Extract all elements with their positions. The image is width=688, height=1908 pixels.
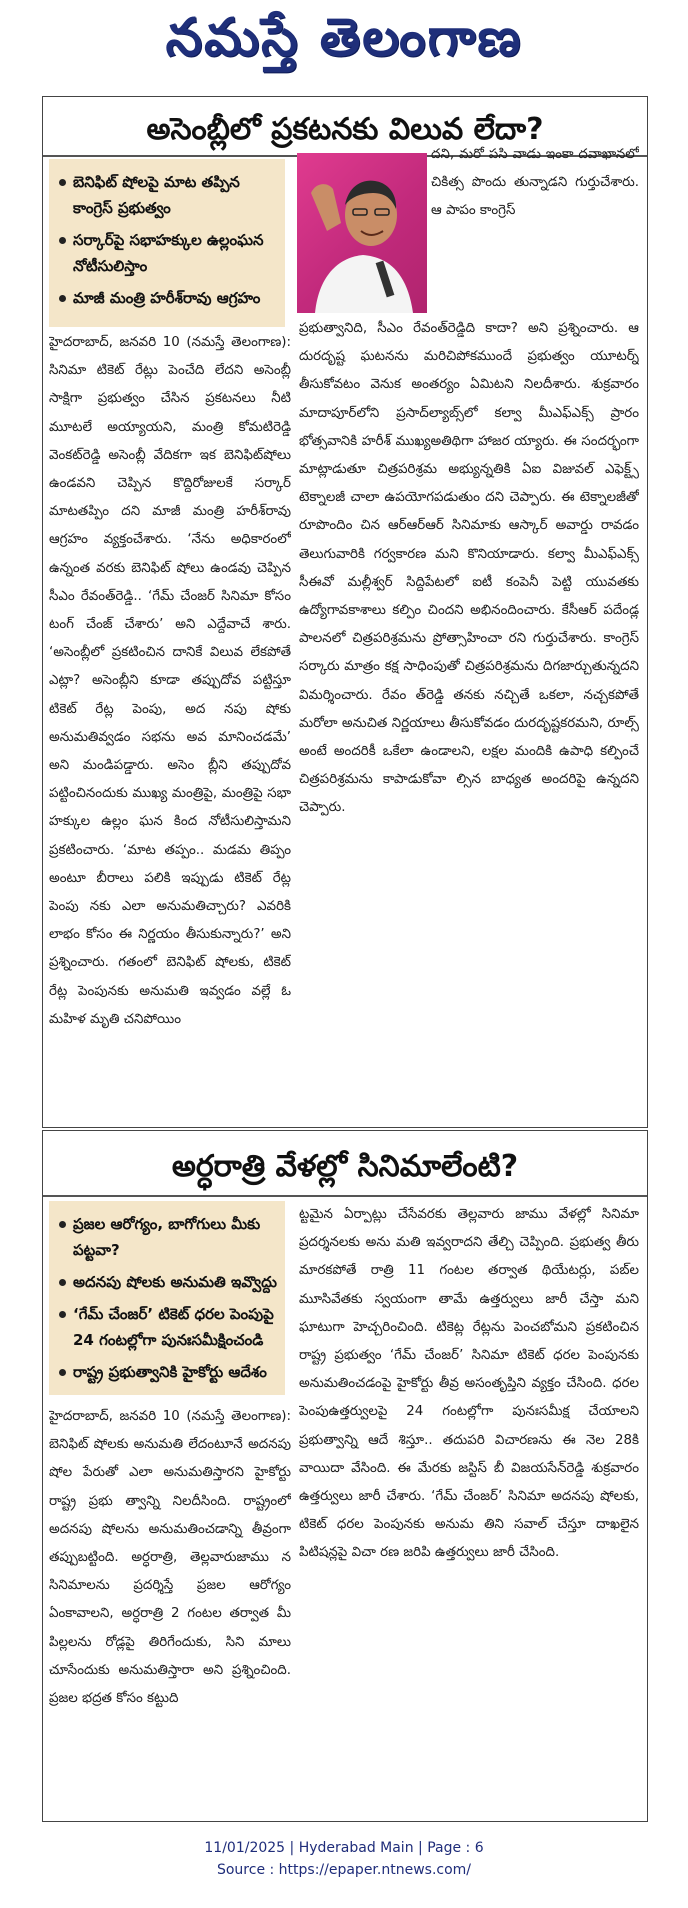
article-headline: అసెంబ్లీలో ప్రకటనకు విలువ లేదా?: [146, 112, 544, 147]
text-beside-photo: దని, మరో పసి వాడు ఇంకా దవాఖానలో చికిత్స పొందు తున్నాడని గుర్తుచేశారు. ఆ పాపం కాంగ్రెస్: [431, 147, 639, 219]
bullet-icon: [59, 179, 66, 186]
right-text-column: ట్టమైన ఏర్పాట్లు చేసేవరకు తెల్లవారు జాము వేళల్లో సినిమా ప్రదర్శనలకు అను మతి ఇవ్వరాదని తేల్చి చెప్పింది. ప్రభుత్వ తీరు మారకపోతే రాత్రి 11 గంటల తర్వాత థియేటర్లు, పబ్‌ల మూసివేతకు స్వయంగా తామే ఉత్తర్వులు జారీ చేస్తా మని ఘాటుగా హెచ్చరించింది. టికెట్ల రేట్లను పెంచబోమని ప్రకటించిన రాష్ట్ర ప్రభుత్వం ‘గేమ్ చేంజర్’ సినిమా టికెట్ ధరల పెంపునకు అనుమతించడంపై హైకోర్టు తీవ్ర అసంతృప్తిని వ్యక్తం చేసింది. ధరల పెంపుఉత్తర్వులపై 24 గంటల్లోగా పునఃసమీక్ష చేయాలని ప్రభుత్వాన్ని ఆదే శిస్తూ.. తదుపరి విచారణను ఈ నెల 28కి వాయిదా వేసింది. ఈ మేరకు జస్టిస్ బీ విజయసేన్‌రెడ్డి శుక్రవారం ఉత్తర్వులు జారీ చేశారు. ‘గేమ్ చేంజర్’ సినిమా అదనపు షోలకు, టికెట్ ధరల పెంపునకు అనుమ తిని సవాల్ చేస్తూ దాఖలైన పిటిషన్లపై విచా రణ జరిపి ఉత్తర్వులు జారీ చేసింది.: [299, 1207, 639, 1561]
bullet-icon: [59, 1221, 66, 1228]
highlight-item: ప్రజల ఆరోగ్యం, బాగోగులు మీకు పట్టవా?: [57, 1211, 277, 1263]
left-text-column: హైదరాబాద్, జనవరి 10 (నమస్తే తెలంగాణ): బెనిఫిట్ షోలకు అనుమతి లేదంటూనే అదనపు షోల పేరుతో ఎలా అనుమతిస్తారని హైకోర్టు రాష్ట్ర ప్రభు త్వాన్ని నిలదీసింది. రాష్ట్రంలో అదనపు షోలను అనుమతించడాన్ని తీవ్రంగా తప్పుబట్టింది. అర్ధరాత్రి, తెల్లవారుజాము న సినిమాలను ప్రదర్శిస్తే ప్రజల ఆరోగ్యం ఏంకావాలని, అర్ధరాత్రి 2 గంటల తర్వాత మీ పిల్లలను రోడ్లపై తిరిగేందుకు, సిని మాలు చూసేందుకు అనుమతిస్తారా అని ప్రశ్నించింది. ప్రజల భద్రత కోసం కట్టుది: [49, 1409, 291, 1707]
bullet-icon: [59, 1369, 66, 1376]
newspaper-masthead: నమస్తే తెలంగాణ: [165, 7, 523, 68]
highlight-item: మాజీ మంత్రి హరీశ్‌రావు ఆగ్రహం: [57, 285, 277, 311]
politician-photo: [297, 153, 427, 313]
bullet-icon: [59, 1311, 66, 1318]
bullet-icon: [59, 1279, 66, 1286]
footer-source-link[interactable]: Source : https://epaper.ntnews.com/: [216, 1862, 472, 1878]
shirt-shape: [315, 255, 413, 313]
highlight-item: ‘గేమ్ చేంజర్’ టికెట్ ధరల పెంపుపై 24 గంటల్లోగా పునఃసమీక్షించండి: [57, 1301, 277, 1353]
left-text-column: హైదరాబాద్, జనవరి 10 (నమస్తే తెలంగాణ): సినిమా టికెట్ రేట్లు పెంచేది లేదని అసెంబ్లీ సాక్షిగా ప్రభుత్వం చేసిన ప్రకటనలు నీటి మూటలే అయ్యాయని, మంత్రి కోమటిరెడ్డి వెంకట్‌రెడ్డి అసెంబ్లీ వేదికగా ఇక బెనిఫిట్‌షోలు ఉండవని చెప్పిన కొద్దిరోజులకే సర్కార్ మాటతప్పిం దని మాజీ మంత్రి హరీశ్‌రావు ఆగ్రహం వ్యక్తంచేశారు. ‘నేను అధికారంలో ఉన్నంత వరకు బెనిఫిట్ షోలు ఉండవు చెప్పిన సీఎం రేవంత్‌రెడ్డి.. ‘గేమ్ చేంజర్ సినిమా కోసం టంగ్ చేంజ్ చేశారు’ అని ఎద్దేవాచే శారు. ‘అసెంబ్లీలో ప్రకటించిన దానికే విలువ లేకపోతే ఎట్లా? అసెంబ్లీని కూడా తప్పుదోవ పట్టిస్తూ టికెట్ రేట్ల పెంపు, అద నపు షోకు అనుమతివ్వడం సభను అవ మానించడమే’ అని మండిపడ్డారు. అసెం బ్లీని తప్పుదోవ పట్టించినందుకు ముఖ్య మంత్రిపై, మంత్రిపై సభా హక్కుల ఉల్లం ఘన కింద నోటీసులిస్తామని ప్రకటించారు. ‘మాట తప్పం.. మడమ తిప్పం అంటూ బీరాలు పలికి ఇప్పుడు టికెట్ రేట్ల పెంపు నకు ఎలా అనుమతిచ్చారు? ఎవరికి లాభం కోసం ఈ నిర్ణయం తీసుకున్నారు?’ అని ప్రశ్నించారు. గతంలో బెనిఫిట్ షోలకు, టికెట్ రేట్ల పెంపునకు అనుమతి ఇవ్వడం వల్లే ఓ మహిళ మృతి చనిపోయిం: [49, 335, 291, 1027]
highlight-item: బెనిఫిట్ షోలపై మాట తప్పిన కాంగ్రెస్ ప్రభుత్వం: [57, 169, 277, 221]
pointing-hand: [311, 184, 341, 231]
bullet-icon: [59, 295, 66, 302]
bullet-icon: [59, 237, 66, 244]
article-headline: అర్ధరాత్రి వేళల్లో సినిమాలేంటి?: [171, 1149, 519, 1184]
right-text-column: ప్రభుత్వానిది, సీఎం రేవంత్‌రెడ్డిది కాదా? అని ప్రశ్నించారు. ఆ దురదృష్ట ఘటనను మరిచిపోకముందే ప్రభుత్వం యూటర్న్ తీసుకోవటం వెనుక అంతర్యం ఏమిటని నిలదీశారు. శుక్రవారం మాదాపూర్‌లోని ప్రసాద్‌ల్యాబ్స్‌లో కల్వా మీఎఫ్‌ఎక్స్ ప్రారం భోత్సవానికి హరీశ్ ముఖ్యఅతిథిగా హాజర య్యారు. ఈ సందర్భంగా మాట్లాడుతూ చిత్రపరిశ్రమ అభ్యున్నతికి ఏఐ విజువల్ ఎఫెక్ట్స్ టెక్నాలజీ చాలా ఉపయోగపడుతుం దని చెప్పారు. ఈ టెక్నాలజీతో రూపొందిం చిన ఆర్‌ఆర్‌ఆర్ సినిమాకు ఆస్కార్ అవార్డు రావడం తెలుగువారికి గర్వకారణ మని కొనియాడారు. కల్వా మీఎఫ్‌ఎక్స్ సీఈవో మల్లీశ్వర్ సిద్దిపేటలో ఐటీ కంపెనీ పెట్టి యువతకు ఉద్యోగావకాశాలు కల్పిం చిందని అభినందించారు. కేసీఆర్ పదేండ్ల పాలనలో చిత్రపరిశ్రమను ప్రోత్సాహించా రని గుర్తుచేశారు. కాంగ్రెస్ సర్కారు మాత్రం కక్ష సాధింపుతో చిత్రపరిశ్రమను దిగజార్చుతున్నదని విమర్శించారు. రేవం త్‌రెడ్డి తనకు నచ్చితే ఒకలా, నచ్చకపోతే మరోలా అనుచిత నిర్ణయాలు తీసుకోవడం దురదృష్టకరమని, రూల్స్ అంటే అందరికీ ఒకేలా ఉండాలని, లక్షల మందికి ఉపాధి కల్పించే చిత్రపరిశ్రమను కాపాడుకోవా ల్సిన బాధ్యత అందరిపై ఉన్నదని చెప్పారు.: [299, 321, 639, 816]
highlights-box: [49, 159, 285, 327]
highlights-box: [49, 1201, 285, 1395]
highlight-item: అదనపు షోలకు అనుమతి ఇవ్వొద్దు: [57, 1269, 277, 1295]
highlight-item: రాష్ట్ర ప్రభుత్వానికి హైకోర్టు ఆదేశం: [57, 1359, 277, 1385]
article-midnight-shows: [42, 1130, 648, 1822]
highlight-item: సర్కార్‌పై సభాహక్కుల ఉల్లంఘన నోటీసులిస్తాం: [57, 227, 277, 279]
politician-illustration: [297, 153, 427, 313]
footer-edition-info: 11/01/2025 | Hyderabad Main | Page : 6: [204, 1840, 484, 1856]
headline-rule: [43, 1195, 647, 1197]
article-assembly-statement: [42, 96, 648, 1128]
